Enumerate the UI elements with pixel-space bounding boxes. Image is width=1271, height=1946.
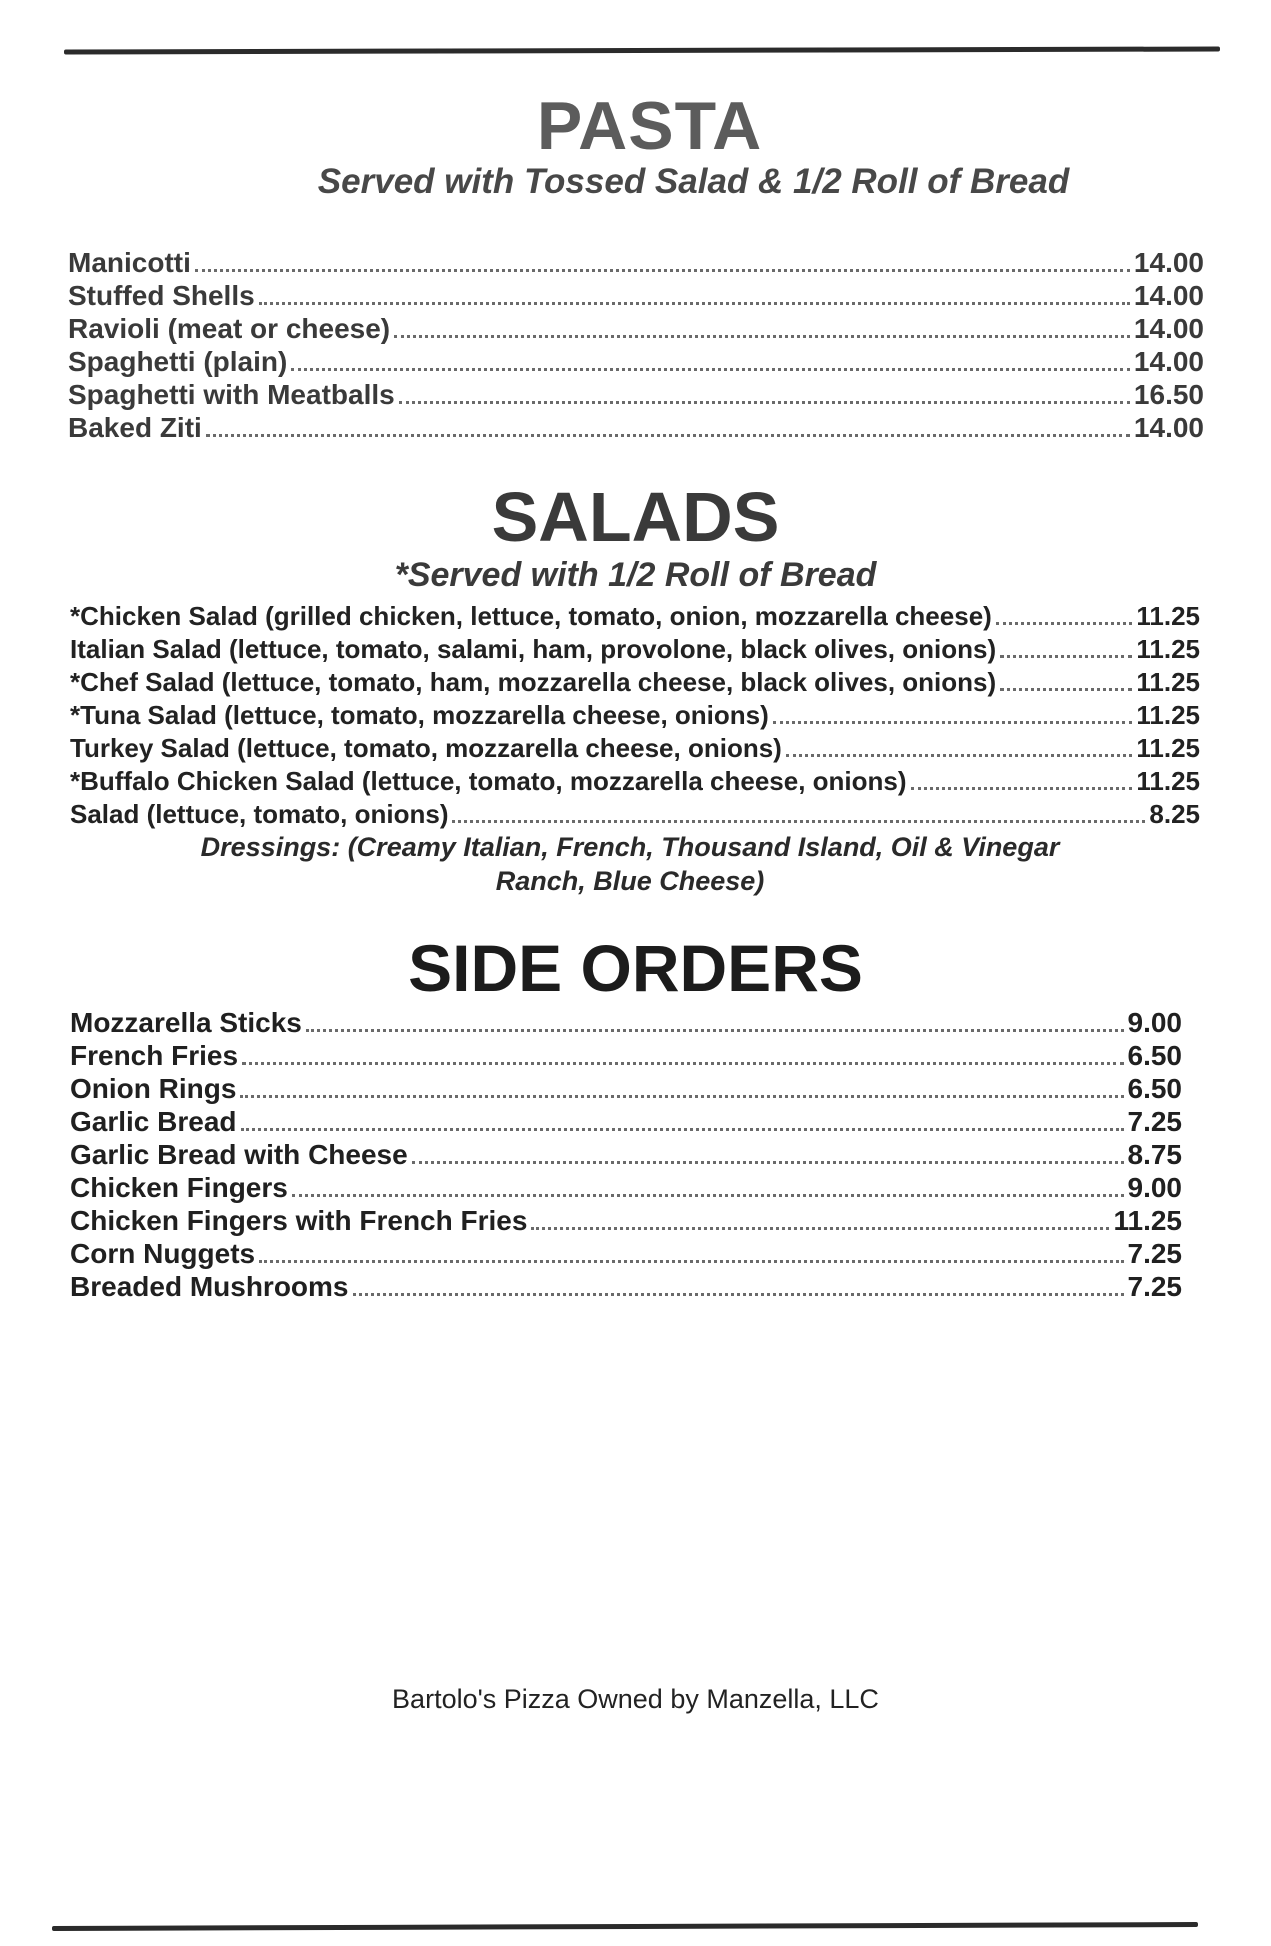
item-name: Turkey Salad (lettuce, tomato, mozzarella cheese, onions): [70, 733, 782, 763]
menu-item: [70, 765, 1200, 798]
menu-item: [70, 1204, 1182, 1237]
side-orders-list: [70, 1006, 1182, 1303]
item-name: Mozzarella Sticks: [70, 1007, 302, 1038]
item-price: 8.25: [1149, 799, 1200, 829]
item-price: 11.25: [1113, 1205, 1182, 1236]
item-price: 16.50: [1133, 379, 1204, 410]
dressings-line-1: Dressings: (Creamy Italian, French, Thousand Island, Oil & Vinegar: [200, 832, 1060, 862]
item-name: Corn Nuggets: [70, 1238, 256, 1269]
item-price: 11.25: [1136, 766, 1200, 796]
dressings-line-2: Ranch, Blue Cheese): [495, 866, 765, 896]
item-name: Onion Rings: [70, 1073, 237, 1104]
dressings-note: [130, 830, 1130, 898]
dot-leader: [452, 820, 1145, 823]
dot-leader: [1000, 655, 1132, 658]
dot-leader: [996, 622, 1133, 625]
item-name: Chicken Fingers: [70, 1172, 288, 1203]
item-name: Spaghetti with Meatballs: [68, 379, 395, 410]
item-price: 11.25: [1136, 733, 1200, 763]
menu-item: [70, 666, 1200, 699]
item-price: 7.25: [1127, 1271, 1182, 1302]
dot-leader: [531, 1227, 1109, 1230]
item-name: Stuffed Shells: [68, 280, 255, 311]
dot-leader: [242, 1062, 1123, 1065]
item-price: 6.50: [1127, 1073, 1182, 1104]
menu-item: [68, 279, 1204, 312]
dot-leader: [353, 1293, 1124, 1296]
item-name: Baked Ziti: [68, 412, 202, 443]
item-price: 14.00: [1133, 346, 1204, 377]
menu-item: [70, 1039, 1182, 1072]
menu-item: [70, 1138, 1182, 1171]
item-price: 11.25: [1136, 667, 1200, 697]
dot-leader: [773, 721, 1133, 724]
item-price: 14.00: [1133, 280, 1204, 311]
menu-item: [70, 600, 1200, 633]
dot-leader: [292, 1194, 1124, 1197]
item-price: 14.00: [1133, 247, 1204, 278]
item-name: *Tuna Salad (lettuce, tomato, mozzarella cheese, onions): [70, 700, 769, 730]
dot-leader: [291, 368, 1130, 371]
item-name: Chicken Fingers with French Fries: [70, 1205, 528, 1236]
item-name: Garlic Bread with Cheese: [70, 1139, 408, 1170]
item-name: Italian Salad (lettuce, tomato, salami, ham, provolone, black olives, onions): [70, 634, 997, 664]
menu-item: [68, 246, 1204, 279]
dot-leader: [1000, 688, 1132, 691]
item-price: 8.75: [1127, 1139, 1182, 1170]
item-name: Spaghetti (plain): [68, 346, 288, 377]
dot-leader: [240, 1095, 1123, 1098]
menu-item: [70, 732, 1200, 765]
dot-leader: [399, 401, 1130, 404]
menu-item: [70, 798, 1200, 831]
dot-leader: [206, 434, 1130, 437]
ownership-footer: Bartolo's Pizza Owned by Manzella, LLC: [392, 1684, 879, 1714]
item-name: Manicotti: [68, 247, 191, 278]
item-price: 11.25: [1136, 601, 1200, 631]
item-name: French Fries: [70, 1040, 239, 1071]
bottom-divider: [52, 1922, 1198, 1931]
item-price: 11.25: [1136, 634, 1200, 664]
item-name: *Chef Salad (lettuce, tomato, ham, mozzarella cheese, black olives, onions): [70, 667, 997, 697]
menu-item: [70, 1105, 1182, 1138]
dot-leader: [911, 787, 1133, 790]
item-name: Breaded Mushrooms: [70, 1271, 349, 1302]
item-name: Ravioli (meat or cheese): [68, 313, 391, 344]
dot-leader: [195, 269, 1130, 272]
top-divider: [64, 46, 1220, 54]
menu-item: [70, 1072, 1182, 1105]
item-price: 14.00: [1133, 313, 1204, 344]
menu-item: [68, 411, 1204, 444]
item-price: 6.50: [1127, 1040, 1182, 1071]
dot-leader: [394, 335, 1130, 338]
menu-item: [70, 1006, 1182, 1039]
item-price: 9.00: [1127, 1172, 1182, 1203]
menu-item: [70, 699, 1200, 732]
item-price: 9.00: [1127, 1007, 1182, 1038]
dot-leader: [259, 1260, 1123, 1263]
side-orders-heading: SIDE ORDERS: [408, 931, 863, 1005]
salads-heading: SALADS: [491, 478, 780, 556]
pasta-list: [68, 246, 1204, 444]
dot-leader: [241, 1128, 1124, 1131]
menu-item: [70, 1237, 1182, 1270]
salads-list: [70, 600, 1200, 831]
menu-item: [70, 1171, 1182, 1204]
item-name: Salad (lettuce, tomato, onions): [70, 799, 449, 829]
pasta-heading: PASTA: [536, 88, 763, 164]
dot-leader: [259, 302, 1130, 305]
menu-item: [68, 345, 1204, 378]
menu-item: [70, 633, 1200, 666]
dot-leader: [306, 1029, 1124, 1032]
item-price: 7.25: [1127, 1106, 1182, 1137]
dot-leader: [786, 754, 1133, 757]
item-name: Garlic Bread: [70, 1106, 237, 1137]
menu-item: [68, 312, 1204, 345]
item-name: *Chicken Salad (grilled chicken, lettuce, tomato, onion, mozzarella cheese): [70, 601, 992, 631]
item-name: *Buffalo Chicken Salad (lettuce, tomato, mozzarella cheese, onions): [70, 766, 907, 796]
item-price: 11.25: [1136, 700, 1200, 730]
salads-subtitle: *Served with 1/2 Roll of Bread: [394, 556, 877, 594]
dot-leader: [412, 1161, 1124, 1164]
item-price: 7.25: [1127, 1238, 1182, 1269]
item-price: 14.00: [1133, 412, 1204, 443]
pasta-subtitle: Served with Tossed Salad & 1/2 Roll of Bread: [317, 162, 1070, 201]
menu-item: [68, 378, 1204, 411]
menu-item: [70, 1270, 1182, 1303]
